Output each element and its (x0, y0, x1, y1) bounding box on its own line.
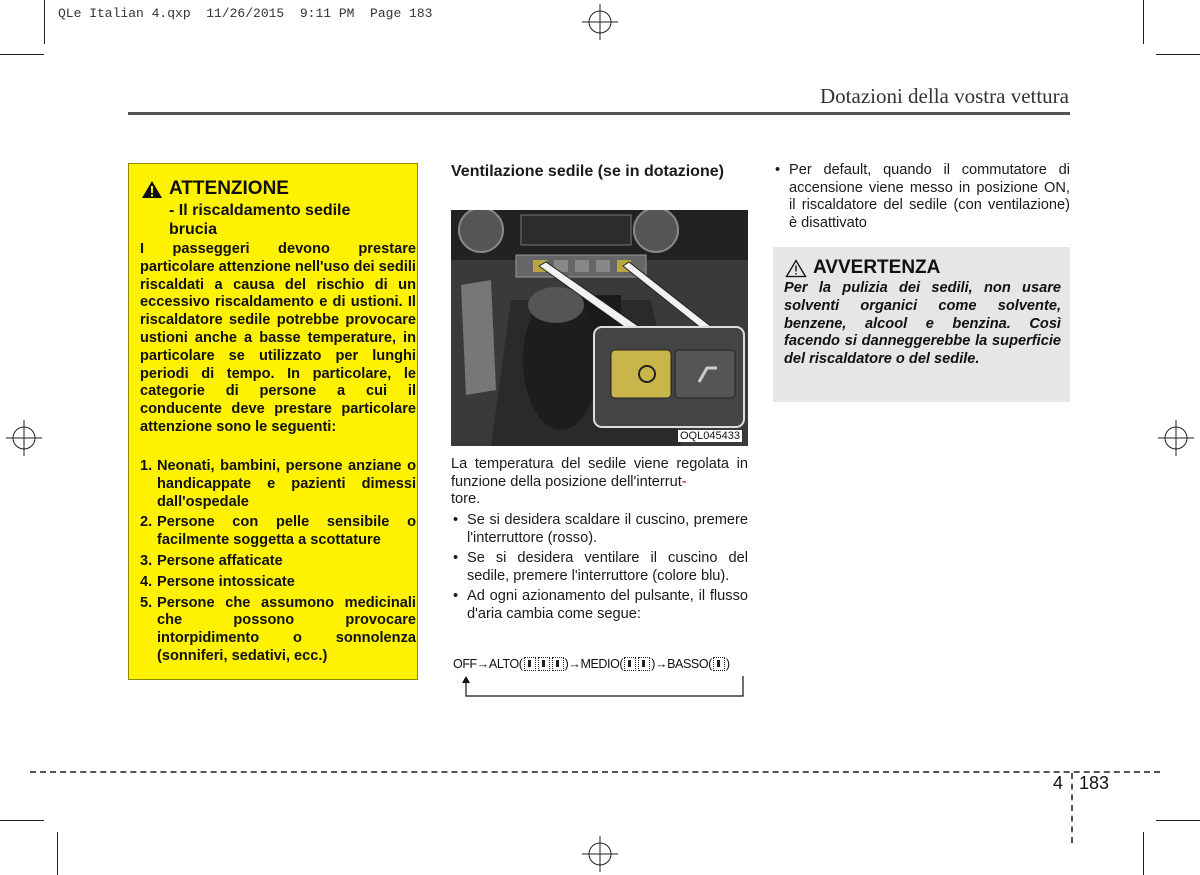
crop-mark (1156, 54, 1200, 55)
footer-rule (30, 771, 1160, 773)
print-slug: QLe Italian 4.qxp 11/26/2015 9:11 PM Page 183 (58, 6, 433, 21)
warning-title: ATTENZIONE (169, 178, 289, 199)
list-item: • Se si desidera ventilare il cuscino del sedile, premere l'interruttore (colore blu). (451, 550, 748, 585)
fan-level-icon (638, 657, 650, 671)
ventilation-bullets (451, 512, 748, 626)
crop-mark (1143, 0, 1144, 44)
ventilation-title: Ventilazione sedile (se in dotazione) (451, 163, 724, 180)
fan-level-icon (524, 657, 536, 671)
list-item: 2. Persone con pelle sensibile o facilmente soggetta a scottature (140, 514, 416, 549)
crop-mark (1143, 832, 1144, 875)
caution-triangle-icon (785, 259, 807, 278)
warning-triangle-icon (141, 180, 163, 199)
list-item: • Per default, quando il commutatore di accensione viene messo in posizione ON, il riscaldatore del sedile (con ventilazione) è disattivato (773, 162, 1070, 232)
warning-list (140, 458, 416, 669)
crop-mark (44, 0, 45, 44)
crop-mark (57, 832, 58, 875)
fan-level-icon (538, 657, 550, 671)
registration-mark-top (582, 4, 618, 40)
chapter-number: 4 (1053, 773, 1064, 793)
header-rule (128, 112, 1070, 115)
registration-mark-bottom (582, 836, 618, 872)
ventilation-paragraph: La temperatura del sedile viene regolata in funzione della posizione dell'interrut- tore. (451, 456, 748, 507)
fan-level-icon (624, 657, 636, 671)
list-item: 1. Neonati, bambini, persone anziane o handicappate e pazienti dimessi dall'ospedale (140, 458, 416, 510)
fan-level-icon (552, 657, 564, 671)
list-item: • Ad ogni azionamento del pulsante, il flusso d'aria cambia come segue: (451, 588, 748, 623)
section-title: Dotazioni della vostra vettura (820, 84, 1069, 108)
list-item: • Se si desidera scaldare il cuscino, premere l'interruttore (rosso). (451, 512, 748, 547)
caution-box (773, 247, 1070, 402)
list-item: 3. Persone affaticate (140, 552, 283, 569)
registration-mark-right (1158, 420, 1194, 456)
default-state-note (773, 162, 1070, 232)
warning-subtitle: - Il riscaldamento sedile brucia (169, 202, 351, 238)
warning-heading (141, 178, 289, 200)
registration-mark-left (6, 420, 42, 456)
caution-title: AVVERTENZA (813, 257, 941, 278)
warning-body: I passeggeri devono prestare particolare attenzione nell'uso dei sedili riscaldati a causa del rischio di un eccessivo riscaldamento e di ustioni. Il riscaldatore sedile potrebbe provocare ustioni anche a basse temperature, in particolare se utilizzato per lunghi periodi di tempo. In particolare, le categorie di persone a cui il conducente deve prestare particolare attenzione sono le seguenti: (140, 241, 416, 435)
list-item: 4. Persone intossicate (140, 573, 295, 590)
fan-level-icon (713, 657, 725, 671)
warning-box (128, 163, 418, 680)
caution-heading (785, 257, 940, 279)
crop-mark (0, 820, 44, 821)
caution-body: Per la pulizia dei sedili, non usare solventi organici come solvente, benzene, alcool e benzina. Così facendo si danneggerebbe la superficie del riscaldatore o del sedile. (784, 280, 1061, 368)
loop-arrow-icon (458, 674, 748, 700)
photo-code: OQL045433 (680, 430, 740, 442)
crop-mark (1156, 820, 1200, 821)
crop-mark (0, 54, 44, 55)
list-item: 5. Persone che assumono medicinali che possono provocare intorpidimento o sonnolenza (sonniferi, sedativi, ecc.) (140, 594, 416, 664)
airflow-sequence: OFF → ALTO( ) → MEDIO( ) → BASSO( ) (453, 657, 730, 671)
seat-ventilation-switch-photo (451, 210, 748, 446)
page-number-separator (1071, 773, 1073, 843)
page-number: 183 (1079, 773, 1110, 793)
